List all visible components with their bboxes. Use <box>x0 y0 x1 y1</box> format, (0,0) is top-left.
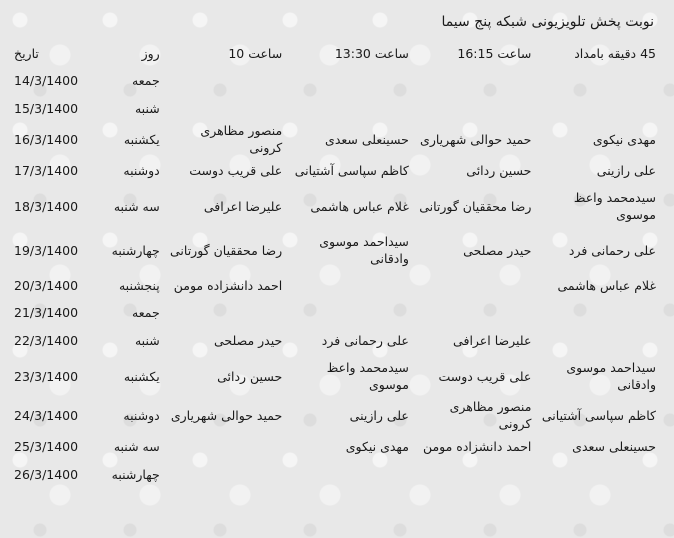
cell-day: یکشنبه <box>123 131 160 147</box>
cell-late-night <box>535 460 660 488</box>
table-row <box>10 354 660 398</box>
table-row <box>10 460 660 488</box>
cell-day: چهارشنبه <box>111 466 160 482</box>
cell-1330: غلام عباس هاشمی <box>310 198 409 214</box>
cell-date: 26/3/1400 <box>14 466 79 482</box>
cell-date: 19/3/1400 <box>14 242 79 258</box>
cell-10: حیدر مصلحی <box>213 332 283 348</box>
schedule-table <box>10 40 660 488</box>
table-row <box>10 228 660 272</box>
cell-10 <box>164 460 287 488</box>
cell-1330 <box>286 298 413 326</box>
cell-date: 18/3/1400 <box>14 198 79 214</box>
header-1330: ساعت 13:30 <box>334 45 409 61</box>
cell-late-night: کاظم سپاسی آشتیانی <box>541 407 656 423</box>
cell-1330 <box>286 272 413 298</box>
cell-1615: منصور مظاهری کرونی <box>449 399 532 431</box>
cell-1330: کاظم سپاسی آشتیانی <box>294 162 409 178</box>
cell-1615: علی قریب دوست <box>438 368 532 384</box>
cell-late-night <box>535 326 660 354</box>
table-row <box>10 398 660 432</box>
cell-date: 16/3/1400 <box>14 131 79 147</box>
cell-1330 <box>286 94 413 122</box>
cell-late-night: مهدی نیکوی <box>592 131 656 147</box>
cell-day: شنبه <box>134 332 160 348</box>
cell-1615 <box>413 298 536 326</box>
cell-10: منصور مظاهری کرونی <box>200 123 283 155</box>
cell-10: حسین ردائی <box>217 368 283 384</box>
cell-date: 17/3/1400 <box>14 162 79 178</box>
cell-date: 20/3/1400 <box>14 277 79 293</box>
header-row <box>10 40 660 66</box>
cell-1330: مهدی نیکوی <box>345 438 409 454</box>
cell-1330: علی رازینی <box>349 407 409 423</box>
cell-1615: حمید حوالی شهریاری <box>420 131 532 147</box>
header-1615: ساعت 16:15 <box>457 45 532 61</box>
cell-1615: رضا محققیان گورتانی <box>419 198 532 214</box>
cell-day: دوشنبه <box>123 407 160 423</box>
cell-1330: سیداحمد موسوی وادقانی <box>319 234 409 266</box>
cell-1615: حسین ردائی <box>466 162 532 178</box>
cell-10 <box>164 94 287 122</box>
table-row <box>10 94 660 122</box>
cell-1330: حسینعلی سعدی <box>325 131 409 147</box>
table-row <box>10 122 660 156</box>
cell-late-night <box>535 298 660 326</box>
cell-date: 21/3/1400 <box>14 304 79 320</box>
cell-date: 25/3/1400 <box>14 438 79 454</box>
cell-day: سه شنبه <box>113 438 160 454</box>
cell-day: جمعه <box>132 304 160 320</box>
cell-1615: علیرضا اعرافی <box>453 332 532 348</box>
cell-late-night: سیداحمد موسوی وادقانی <box>566 360 656 392</box>
cell-1615: حیدر مصلحی <box>463 242 532 258</box>
cell-10: احمد دانشزاده مومن <box>173 277 283 293</box>
cell-date: 23/3/1400 <box>14 368 79 384</box>
table-row <box>10 298 660 326</box>
header-date: تاریخ <box>14 45 39 61</box>
cell-day: شنبه <box>134 100 160 116</box>
cell-date: 24/3/1400 <box>14 407 79 423</box>
cell-1330 <box>286 460 413 488</box>
cell-late-night <box>535 66 660 94</box>
cell-10 <box>164 298 287 326</box>
cell-late-night: سیدمحمد واعظ موسوی <box>573 190 656 222</box>
table-row <box>10 156 660 184</box>
cell-10 <box>164 66 287 94</box>
cell-1330: سیدمحمد واعظ موسوی <box>326 360 409 392</box>
cell-date: 14/3/1400 <box>14 72 79 88</box>
table-row <box>10 432 660 460</box>
cell-1615: احمد دانشزاده مومن <box>422 438 532 454</box>
table-row <box>10 184 660 228</box>
cell-10 <box>164 432 287 460</box>
cell-10: رضا محققیان گورتانی <box>170 242 283 258</box>
cell-date: 22/3/1400 <box>14 332 79 348</box>
cell-day: جمعه <box>132 72 160 88</box>
cell-date: 15/3/1400 <box>14 100 79 116</box>
header-day: روز <box>141 45 160 61</box>
cell-1615 <box>413 94 536 122</box>
cell-late-night: غلام عباس هاشمی <box>557 277 656 293</box>
cell-1615 <box>413 272 536 298</box>
cell-day: سه شنبه <box>113 198 160 214</box>
schedule-title: نوبت پخش تلویزیونی شبکه پنج سیما <box>441 14 654 30</box>
cell-late-night: علی رحمانی فرد <box>568 242 656 258</box>
cell-late-night: علی رازینی <box>596 162 656 178</box>
cell-late-night <box>535 94 660 122</box>
table-row <box>10 326 660 354</box>
cell-day: پنجشنبه <box>118 277 160 293</box>
cell-late-night: حسینعلی سعدی <box>572 438 656 454</box>
cell-1330: علی رحمانی فرد <box>321 332 409 348</box>
cell-1615 <box>413 66 536 94</box>
cell-1330 <box>286 66 413 94</box>
table-row <box>10 272 660 298</box>
cell-day: دوشنبه <box>123 162 160 178</box>
cell-10: حمید حوالی شهریاری <box>170 407 283 423</box>
cell-1615 <box>413 460 536 488</box>
cell-10: علی قریب دوست <box>189 162 283 178</box>
cell-day: یکشنبه <box>123 368 160 384</box>
header-late-night: 45 دقیقه بامداد <box>574 45 656 61</box>
cell-day: چهارشنبه <box>111 242 160 258</box>
table-row <box>10 66 660 94</box>
cell-10: علیرضا اعرافی <box>203 198 283 214</box>
header-10: ساعت 10 <box>228 45 283 61</box>
